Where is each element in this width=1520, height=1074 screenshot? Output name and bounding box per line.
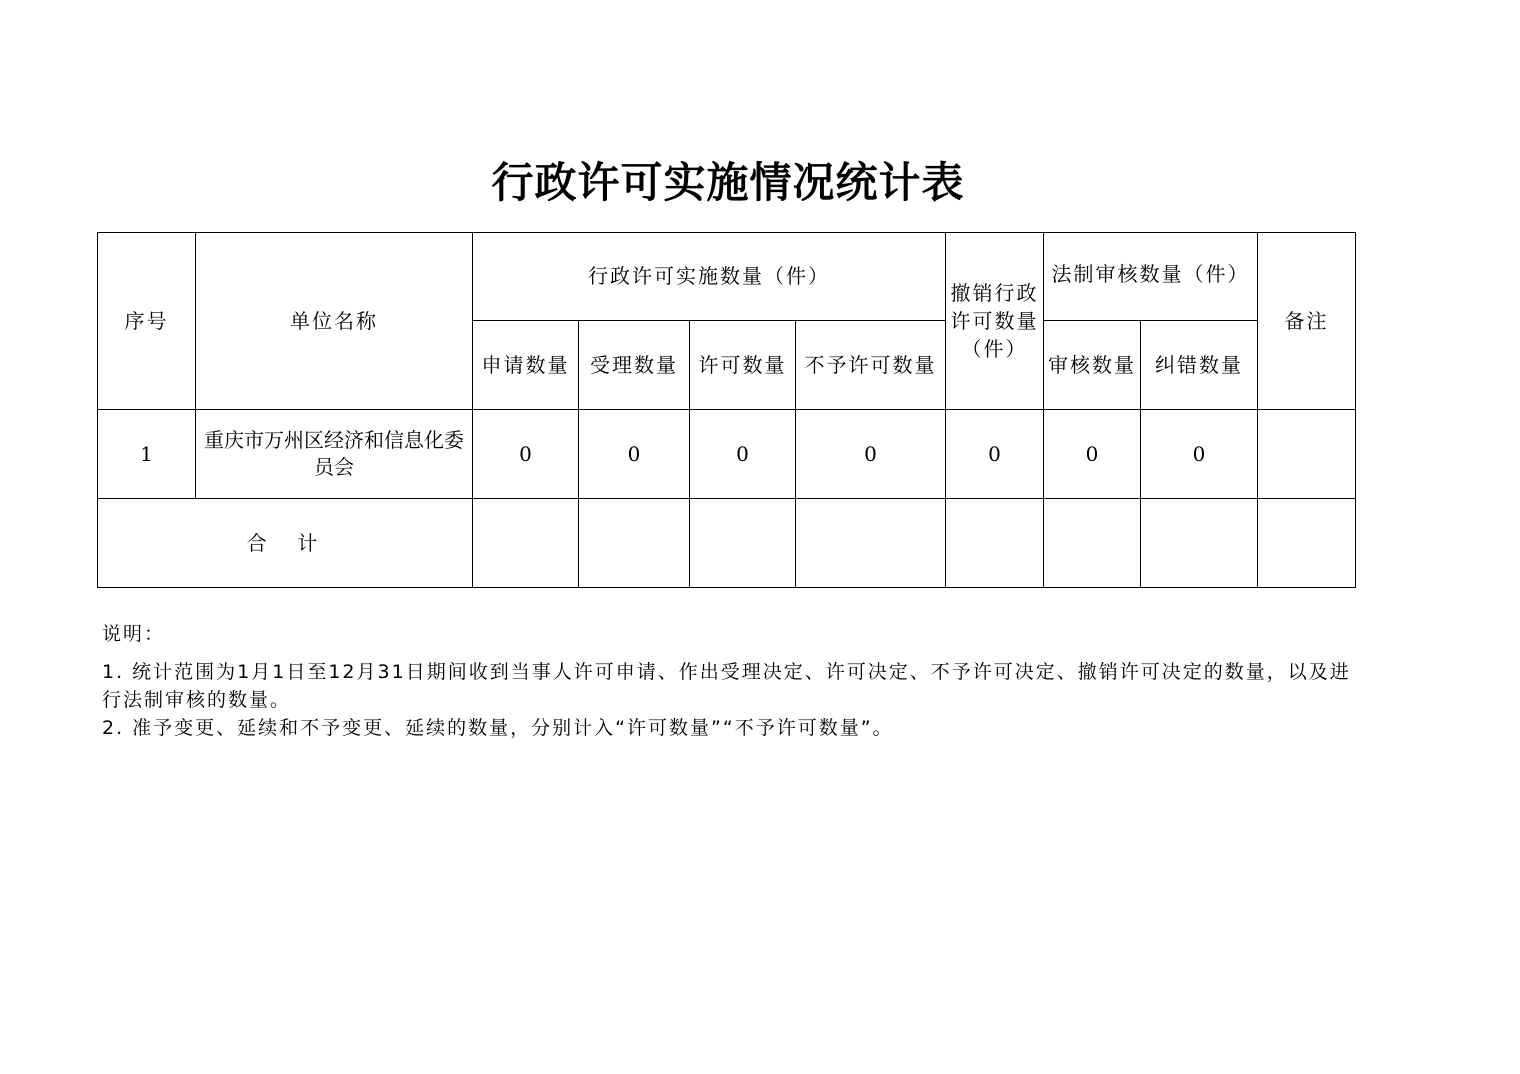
header-legal-group: 法制审核数量（件） xyxy=(1044,233,1258,321)
cell-review: 0 xyxy=(1044,410,1141,499)
total-review xyxy=(1044,499,1141,588)
cell-accept: 0 xyxy=(579,410,690,499)
total-row xyxy=(98,499,1356,588)
header-revoke xyxy=(946,233,1044,410)
note-item-2: 2. 准予变更、延续和不予变更、延续的数量，分别计入“许可数量”“不予许可数量”。 xyxy=(102,717,894,739)
notes-section xyxy=(102,620,1362,742)
header-correct: 纠错数量 xyxy=(1141,321,1258,410)
statistics-table xyxy=(97,232,1356,588)
total-remark xyxy=(1258,499,1356,588)
header-unit-name: 单位名称 xyxy=(196,233,473,410)
total-correct xyxy=(1141,499,1258,588)
header-seq: 序号 xyxy=(98,233,196,410)
total-accept xyxy=(579,499,690,588)
cell-revoke: 0 xyxy=(946,410,1044,499)
header-remark: 备注 xyxy=(1258,233,1356,410)
cell-unit-name: 重庆市万州区经济和信息化委员会 xyxy=(196,410,473,499)
total-revoke xyxy=(946,499,1044,588)
header-revoke-text: 撤销行政许可数量（件） xyxy=(950,281,1039,361)
cell-seq: 1 xyxy=(98,410,196,499)
header-review: 审核数量 xyxy=(1044,321,1141,410)
cell-apply: 0 xyxy=(473,410,579,499)
table-row xyxy=(98,410,1356,499)
total-permit xyxy=(690,499,796,588)
cell-permit: 0 xyxy=(690,410,796,499)
header-accept: 受理数量 xyxy=(579,321,690,410)
total-deny xyxy=(796,499,946,588)
total-label: 合 计 xyxy=(98,499,473,588)
header-row-1 xyxy=(98,233,1356,321)
notes-heading: 说明： xyxy=(102,623,166,645)
document-title: 行政许可实施情况统计表 xyxy=(491,158,965,207)
note-item-1: 1. 统计范围为1月1日至12月31日期间收到当事人许可申请、作出受理决定、许可决定、不予许可决定、撤销许可决定的数量，以及进行法制审核的数量。 xyxy=(102,661,1351,711)
header-impl-group: 行政许可实施数量（件） xyxy=(473,233,946,321)
header-permit: 许可数量 xyxy=(690,321,796,410)
header-apply: 申请数量 xyxy=(473,321,579,410)
cell-deny: 0 xyxy=(796,410,946,499)
total-apply xyxy=(473,499,579,588)
cell-correct: 0 xyxy=(1141,410,1258,499)
header-deny: 不予许可数量 xyxy=(796,321,946,410)
cell-remark xyxy=(1258,410,1356,499)
